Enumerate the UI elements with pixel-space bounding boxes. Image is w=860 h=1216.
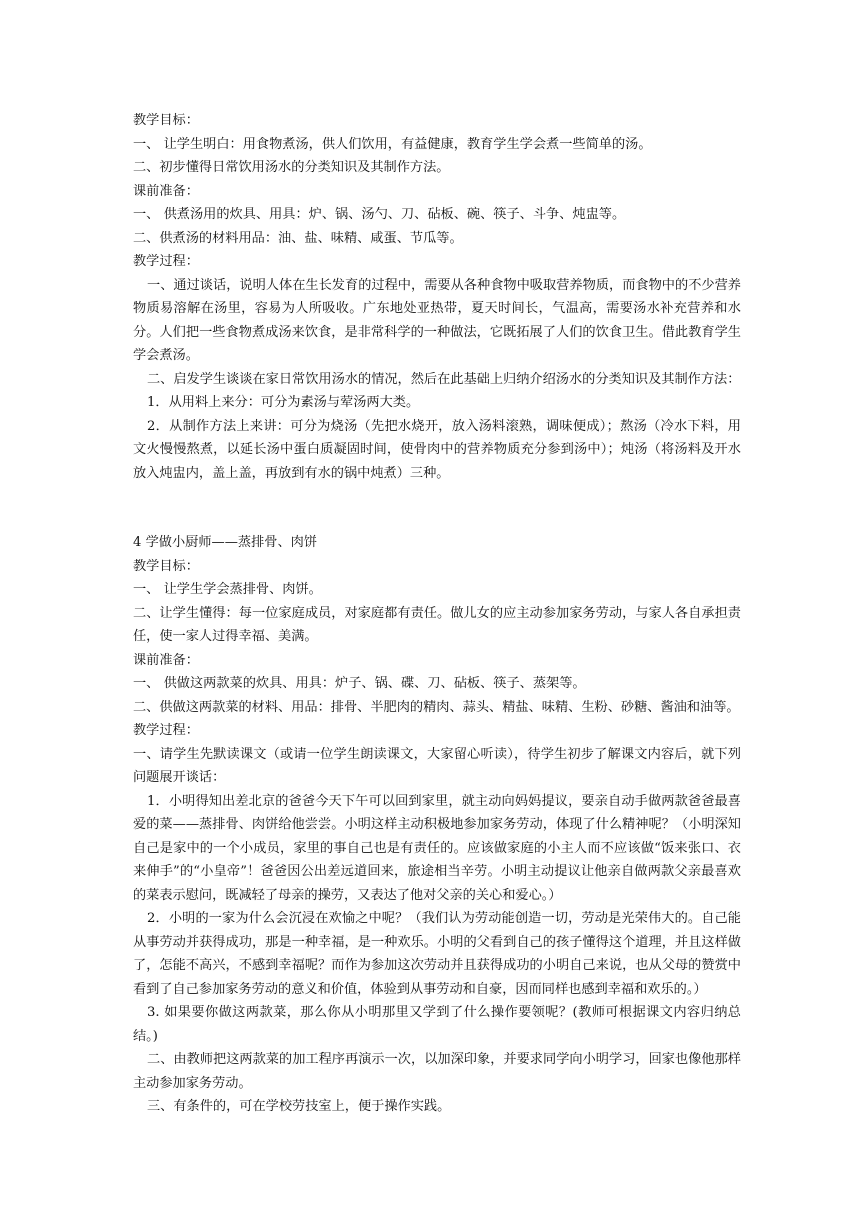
preparation-1: 一、 供煮汤用的炊具、用具：炉、锅、汤勺、刀、砧板、碗、筷子、斗争、炖盅等。 bbox=[133, 207, 626, 222]
teaching-goal-2: 二、初步懂得日常饮用汤水的分类知识及其制作方法。 bbox=[133, 160, 450, 175]
preparation-2: 二、供做这两款菜的材料、用品：排骨、半肥肉的精肉、蒜头、精盐、味精、生粉、砂糖、酱油和油等。 bbox=[133, 699, 740, 715]
process-item-1: 1．小明得知出差北京的爸爸今天下午可以回到家里，就主动向妈妈提议，要亲自动手做两款爸爸最喜爱的菜——蒸排骨、肉饼给他尝尝。小明这样主动积极地参加家务劳动，体现了什么精神呢？（小明深知自己是家中的一个小成员，家里的事自己也是有责任的。应该做家庭的小主人而不应该做“饭来张口、衣来伸手”的“小皇帝”！爸爸因公出差远道回来，旅途相当辛劳。小明主动提议让他亲自做两款父亲最喜欢的菜表示慰问，既减轻了母亲的操劳，又表达了他对父亲的关心和爱心。） bbox=[133, 793, 741, 903]
teaching-process-heading: 教学过程： bbox=[133, 254, 199, 269]
teaching-goal-1: 一、 让学生明白：用食物煮汤，供人们饮用，有益健康，教育学生学会煮一些简单的汤。 bbox=[133, 136, 652, 152]
preparation-2: 二、供煮汤的材料用品：油、盐、味精、咸蛋、节瓜等。 bbox=[133, 230, 463, 246]
process-paragraph-2: 二、启发学生谈谈在家日常饮用汤水的情况，然后在此基础上归纳介绍汤水的分类知识及其制作方法： bbox=[147, 371, 741, 387]
teaching-process-heading: 教学过程： bbox=[133, 723, 199, 738]
process-paragraph-1: 一、通过谈话，说明人体在生长发育的过程中，需要从各种食物中吸取营养物质，而食物中的不少营养物质易溶解在汤里，容易为人所吸收。广东地处亚热带，夏天时间长，气温高，需要汤水补充营养和水分。人们把一些食物煮成汤来饮食，是非常科学的一种做法，它既拓展了人们的饮食卫生。借此教育学生学会煮汤。 bbox=[133, 277, 741, 363]
process-paragraph-2: 二、由教师把这两款菜的加工程序再演示一次，以加深印象，并要求同学向小明学习，回家也像他那样主动参加家务劳动。 bbox=[133, 1052, 741, 1091]
process-item-2: 2．从制作方法上来讲：可分为烧汤（先把水烧开，放入汤料滚熟，调味便成）；熬汤（冷水下料，用文火慢慢熬煮，以延长汤中蛋白质凝固时间，使骨肉中的营养物质充分参到汤中）；炖汤（将汤料及开水放入炖盅内，盖上盖，再放到有水的锅中炖煮）三种。 bbox=[133, 418, 741, 481]
lesson-title: 4 学做小厨师——蒸排骨、肉饼 bbox=[133, 535, 318, 550]
process-paragraph-1: 一、请学生先默读课文（或请一位学生朗读课文，大家留心听读），待学生初步了解课文内容后，就下列问题展开谈话： bbox=[133, 746, 741, 785]
teaching-goal-2: 二、让学生懂得：每一位家庭成员，对家庭都有责任。做儿女的应主动参加家务劳动，与家人各自承担责任，使一家人过得幸福、美满。 bbox=[133, 605, 741, 644]
teaching-goals-heading: 教学目标： bbox=[133, 558, 199, 574]
preparation-heading: 课前准备： bbox=[133, 183, 199, 199]
lesson-section-steamed-ribs bbox=[133, 531, 741, 1119]
process-item-1: 1．从用料上来分：可分为素汤与荤汤两大类。 bbox=[147, 395, 420, 410]
preparation-heading: 课前准备： bbox=[133, 652, 199, 668]
lesson-section-soup bbox=[133, 109, 741, 485]
process-item-2: 2．小明的一家为什么会沉浸在欢愉之中呢？（我们认为劳动能创造一切，劳动是光荣伟大的。自己能从事劳动并获得成功，那是一种幸福，是一种欢乐。小明的父看到自己的孩子懂得这个道理，并且这样做了，怎能不高兴，不感到幸福呢？而作为参加这次劳动并且获得成功的小明自己来说，也从父母的赞赏中看到了自己参加家务劳动的意义和价值，体验到从事劳动和自豪，因而同样也感到幸福和欢乐的。） bbox=[133, 911, 741, 997]
teaching-goal-1: 一、 让学生学会蒸排骨、肉饼。 bbox=[133, 582, 322, 597]
teaching-goals-heading: 教学目标： bbox=[133, 113, 199, 128]
process-paragraph-3: 三、有条件的，可在学校劳技室上，便于操作实践。 bbox=[147, 1099, 451, 1114]
preparation-1: 一、 供做这两款菜的炊具、用具：炉子、锅、碟、刀、砧板、筷子、蒸架等。 bbox=[133, 676, 586, 691]
process-item-3: 3. 如果要你做这两款菜，那么你从小明那里又学到了什么操作要领呢？(教师可根据课文内容归纳总结。) bbox=[133, 1005, 741, 1044]
